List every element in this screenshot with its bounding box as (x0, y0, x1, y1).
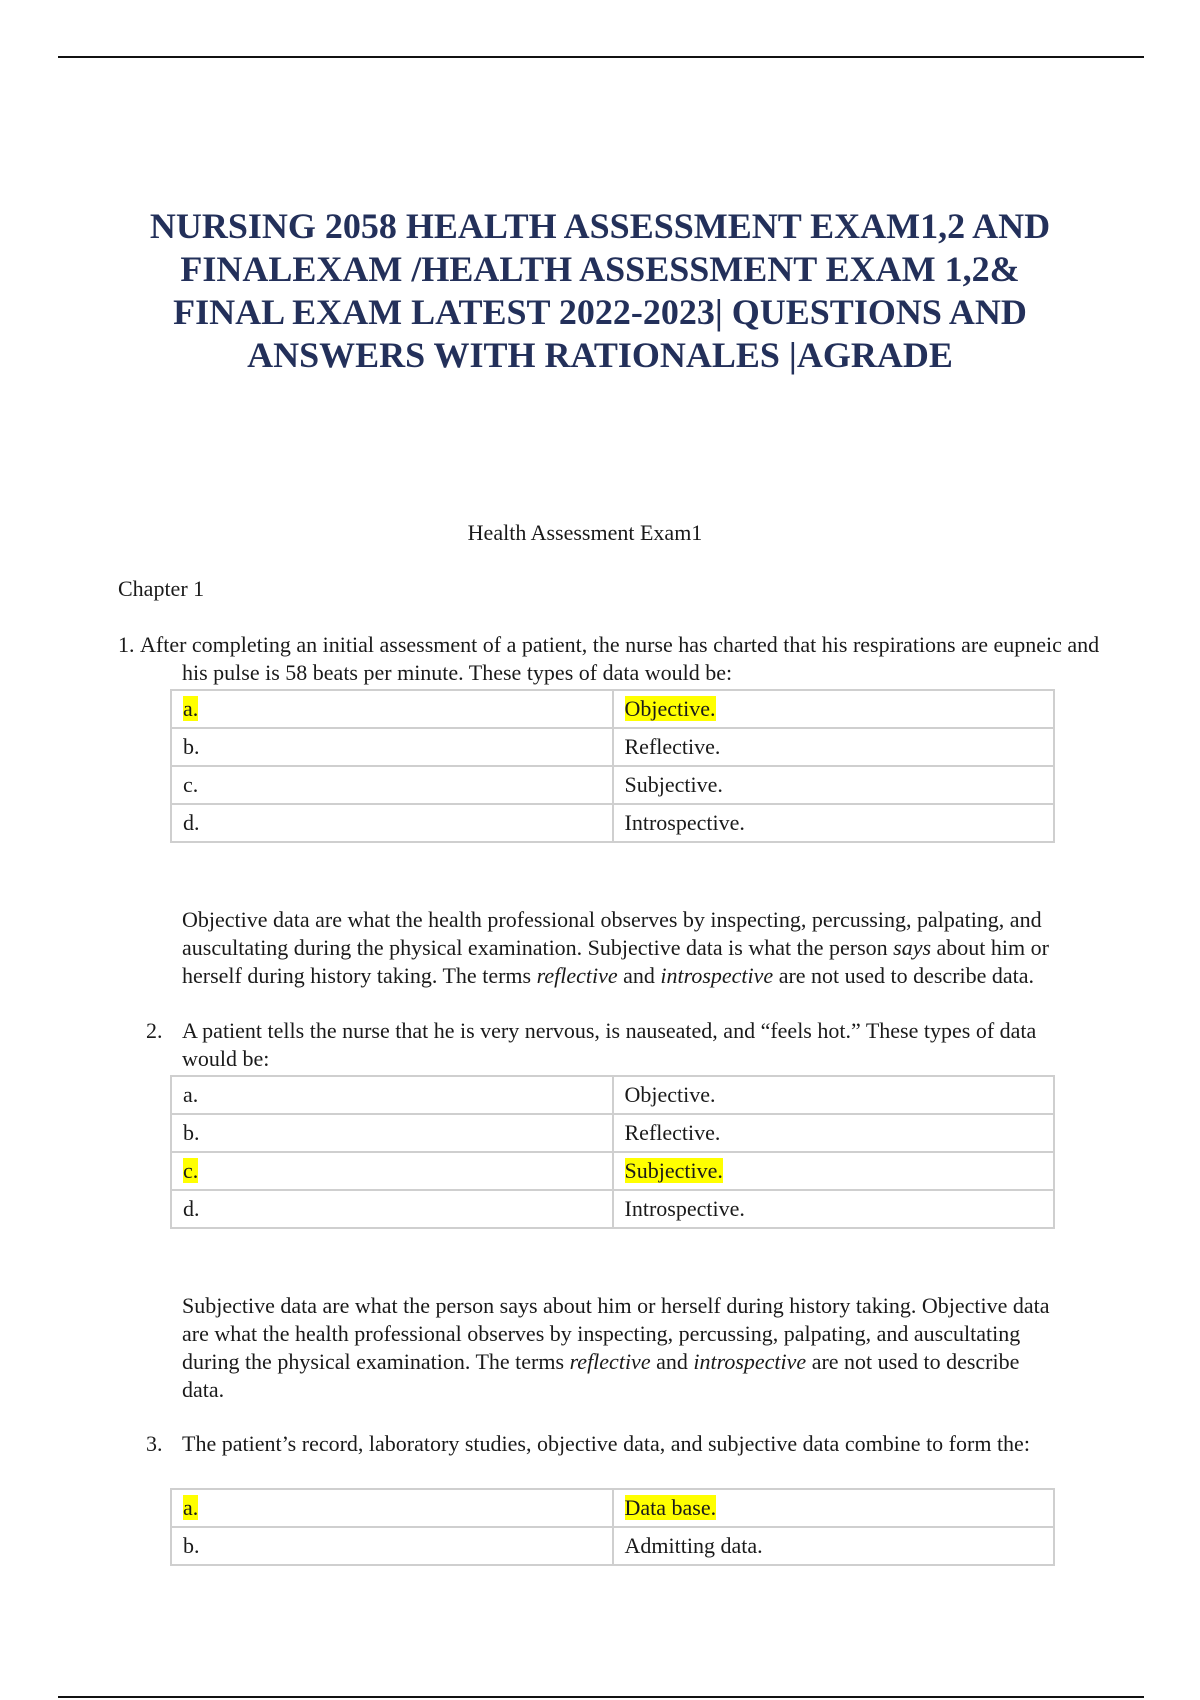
option-text-cell (613, 1076, 1055, 1114)
option-letter: a. (183, 1082, 199, 1107)
rationale-text: and (623, 963, 655, 988)
rationale-emphasis: introspective (660, 963, 774, 988)
rationale-text: are not used to describe data. (778, 963, 1035, 988)
rationale-q1 (182, 906, 1062, 990)
option-letter: b. (183, 1533, 200, 1558)
option-text-cell (613, 766, 1055, 804)
question-text: After completing an initial assessment of a patient, the nurse has charted that his respirations are eupneic and his pulse is 58 beats per minute. These types of data would be: (140, 632, 1100, 685)
option-text: Admitting data. (624, 1533, 763, 1558)
option-row (171, 804, 1054, 842)
top-rule (58, 56, 1144, 58)
option-letter: c. (183, 1158, 199, 1183)
option-text-cell (613, 1527, 1055, 1565)
title-line-2: FINALEXAM /HEALTH ASSESSMENT EXAM 1,2& (180, 249, 1020, 289)
rationale-text: Objective data are what the health professional observes by inspecting, percussing, palpating, and auscultating during the physical examination. Subjective data is what the person (182, 907, 1042, 960)
option-row (171, 1190, 1054, 1228)
option-row (171, 690, 1054, 728)
option-text-cell (613, 1190, 1055, 1228)
document-title (120, 205, 1080, 377)
option-text: Objective. (624, 1082, 716, 1107)
option-text-cell (613, 1114, 1055, 1152)
option-text-cell (613, 1489, 1055, 1527)
option-text: Introspective. (624, 1196, 745, 1221)
option-letter-cell (171, 804, 613, 842)
option-row (171, 1152, 1054, 1190)
option-letter: a. (183, 1495, 199, 1520)
option-letter-cell (171, 1076, 613, 1114)
rationale-text: are not used to describe data. (182, 1349, 1020, 1402)
option-text: Subjective. (624, 1158, 723, 1183)
option-letter-cell (171, 1152, 613, 1190)
rationale-text: Subjective data are what the person says about him or herself during history taking. Objective data are what the health professional observes by inspecting, percussing, palpating, and auscultating during the physical examination. The terms (182, 1293, 1050, 1374)
rationale-emphasis: introspective (693, 1349, 807, 1374)
options-table-q2 (170, 1075, 1055, 1229)
option-letter-cell (171, 766, 613, 804)
option-text: Data base. (624, 1495, 717, 1520)
rationale-q2 (182, 1292, 1062, 1404)
rationale-emphasis: reflective (569, 1349, 651, 1374)
option-row (171, 1527, 1054, 1565)
option-letter-cell (171, 1489, 613, 1527)
option-text: Subjective. (624, 772, 723, 797)
options-table-q1 (170, 689, 1055, 843)
option-row (171, 728, 1054, 766)
chapter-heading: Chapter 1 (118, 576, 205, 601)
option-letter-cell (171, 728, 613, 766)
option-letter: d. (183, 1196, 200, 1221)
question-number: 3. (146, 1431, 163, 1456)
option-letter-cell (171, 1114, 613, 1152)
option-letter: d. (183, 810, 200, 835)
rationale-text: about him or herself during history taking. The terms (182, 935, 1049, 988)
option-row (171, 1489, 1054, 1527)
question-text: The patient’s record, laboratory studies, objective data, and subjective data combine to form the: (182, 1431, 1030, 1456)
option-letter: b. (183, 734, 200, 759)
option-letter-cell (171, 1527, 613, 1565)
option-text-cell (613, 690, 1055, 728)
question-text: A patient tells the nurse that he is very nervous, is nauseated, and “feels hot.” These types of data would be: (182, 1018, 1037, 1071)
rationale-emphasis: says (893, 935, 932, 960)
rationale-emphasis: reflective (536, 963, 618, 988)
option-row (171, 1114, 1054, 1152)
title-line-1: NURSING 2058 HEALTH ASSESSMENT EXAM1,2 AND (149, 206, 1051, 246)
bottom-rule (58, 1696, 1144, 1698)
title-line-3: FINAL EXAM LATEST 2022-2023| QUESTIONS AND (173, 292, 1027, 332)
option-text: Reflective. (624, 734, 721, 759)
section-subtitle: Health Assessment Exam1 (467, 520, 703, 545)
option-letter: a. (183, 696, 199, 721)
question-number: 1. (118, 632, 135, 657)
option-text-cell (613, 1152, 1055, 1190)
option-text: Objective. (624, 696, 716, 721)
option-text-cell (613, 728, 1055, 766)
option-letter: c. (183, 772, 199, 797)
options-table-q3 (170, 1488, 1055, 1566)
option-letter-cell (171, 690, 613, 728)
option-letter: b. (183, 1120, 200, 1145)
title-line-4: ANSWERS WITH RATIONALES |AGRADE (247, 335, 953, 375)
option-text: Reflective. (624, 1120, 721, 1145)
option-row (171, 766, 1054, 804)
option-letter-cell (171, 1190, 613, 1228)
rationale-text: and (656, 1349, 688, 1374)
option-row (171, 1076, 1054, 1114)
option-text: Introspective. (624, 810, 745, 835)
option-text-cell (613, 804, 1055, 842)
question-number: 2. (146, 1018, 163, 1043)
